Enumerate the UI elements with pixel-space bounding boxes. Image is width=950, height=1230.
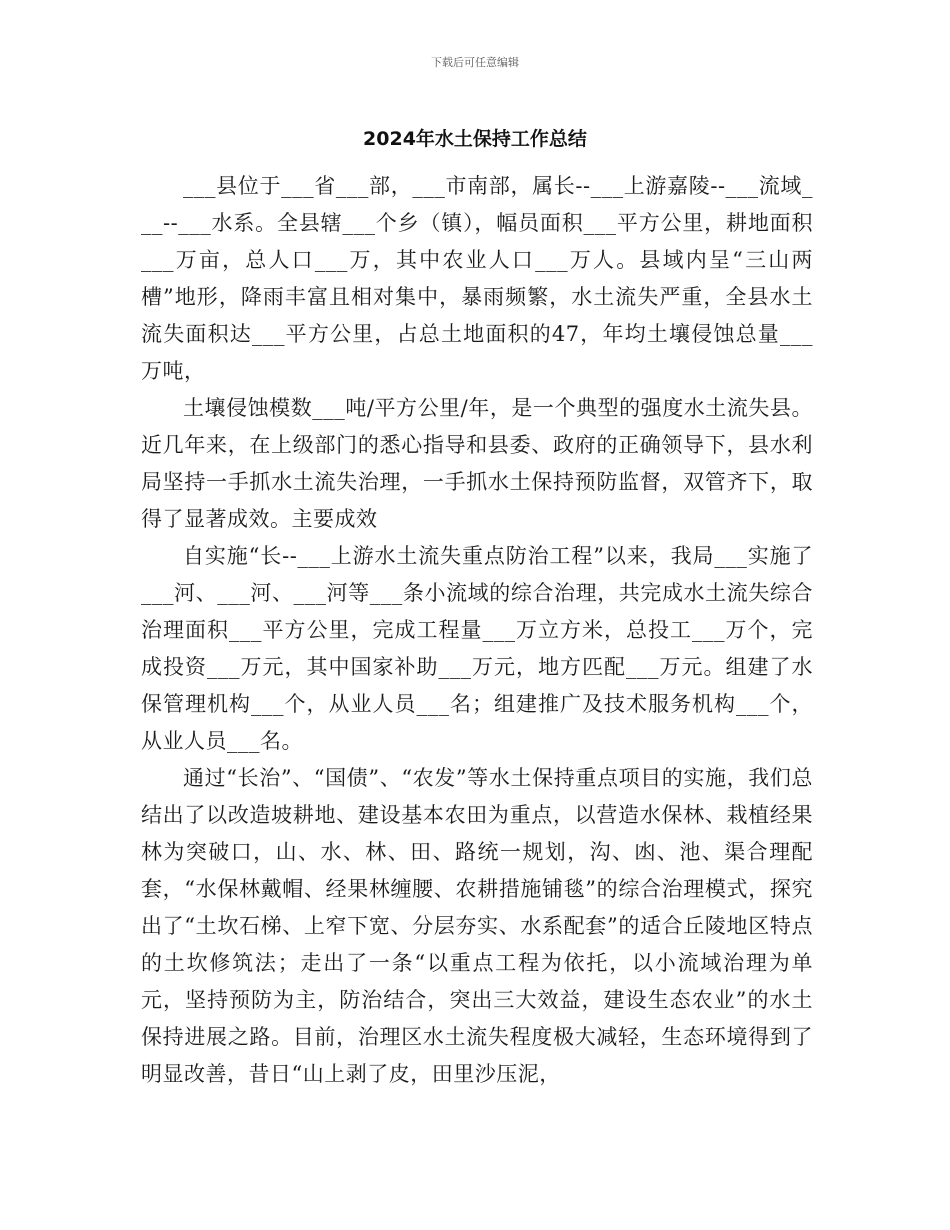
- paragraph-2: 土壤侵蚀模数___吨/平方公里/年，是一个典型的强度水土流失县。近几年来，在上级部门的悉心指导和县委、政府的正确领导下，县水利局坚持一手抓水土流失治理，一手抓水土保持预防监督，双管齐下，取得了显著成效。主要成效: [141, 396, 813, 531]
- document-title: 2024年水土保持工作总结: [363, 128, 587, 150]
- paragraph-3: 自实施“长--___上游水土流失重点防治工程”以来，我局___实施了___河、___河、___河等___条小流域的综合治理，共完成水土流失综合治理面积___平方公里，完成工程量___万立方米，总投工___万个，完成投资___万元，其中国家补助___万元，地方匹配___万元。组建了水保管理机构___个，从业人员___名；组建推广及技术服务机构___个，从业人员___名。: [141, 544, 813, 753]
- paragraph-4: 通过“长治”、“国债”、“农发”等水土保持重点项目的实施，我们总结出了以改造坡耕地、建设基本农田为重点，以营造水保林、栽植经果林为突破口，山、水、林、田、路统一规划，沟、凼、池、渠合理配套，“水保林戴帽、经果林缠腰、农耕措施铺毯”的综合治理模式，探究出了“土坎石梯、上窄下宽、分层夯实、水系配套”的适合丘陵地区特点的土坎修筑法；走出了一条“以重点工程为依托，以小流域治理为单元，坚持预防为主，防治结合，突出三大效益，建设生态农业”的水土保持进展之路。目前，治理区水土流失程度极大减轻，生态环境得到了明显改善，昔日“山上剥了皮，田里沙压泥，: [141, 766, 813, 1086]
- header-note: 下载后可任意编辑: [431, 56, 519, 69]
- document-body: [141, 168, 813, 1093]
- paragraph-1: ___县位于___省___部，___市南部，属长--___上游嘉陵--___流域___--___水系。全县辖___个乡（镇），幅员面积___平方公里，耕地面积___万亩，总人口___万，其中农业人口___万人。县域内呈“三山两槽”地形，降雨丰富且相对集中，暴雨频繁，水土流失严重，全县水土流失面积达___平方公里，占总土地面积的47，年均土壤侵蚀总量___万吨，: [141, 174, 813, 383]
